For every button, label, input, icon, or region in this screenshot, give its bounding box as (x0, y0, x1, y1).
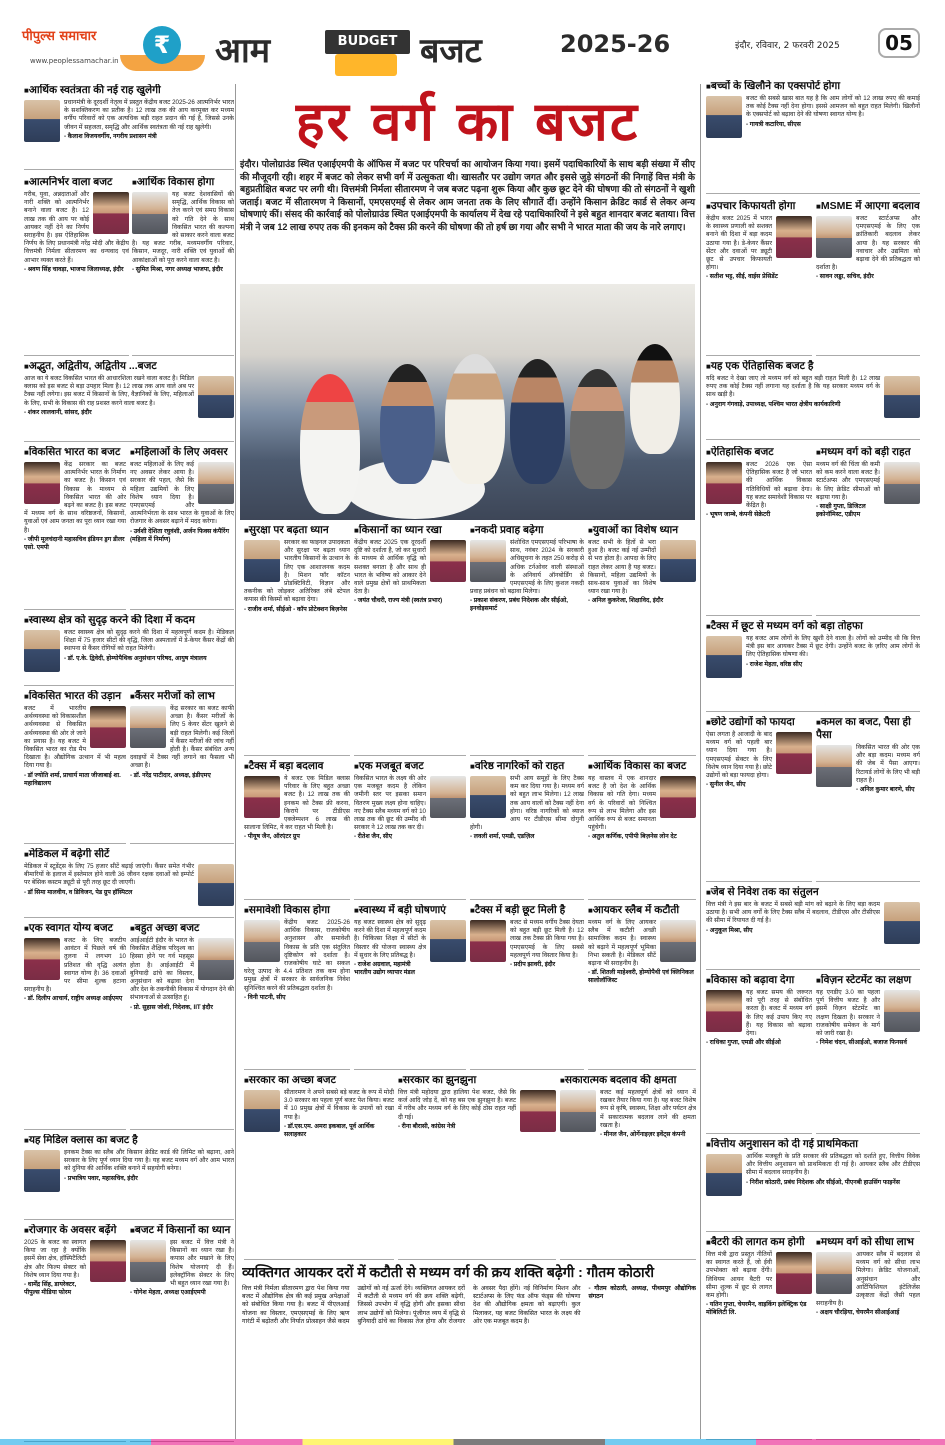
story-body: केंद्रीय बजट 2025 में भारत के स्वास्थ्य प्रणाली को सशक्त बनाने की दिशा में बड़ा कदम उठाया गया है। डे-केयर कैंसर सेंटर और दवाओं पर ड्यूटी छूट से उपचार किफायती होगा। (706, 215, 772, 272)
story-title: ■ MSME में आएगा बदलाव (816, 200, 920, 213)
column-rule (235, 84, 236, 1439)
header-aam: आम (215, 31, 271, 71)
group-photo (240, 284, 695, 520)
news-story (706, 1236, 812, 1440)
dateline: इंदौर, रविवार, 2 फरवरी 2025 (735, 41, 840, 51)
main-headline: हर वर्ग का बजट (295, 89, 640, 153)
news-story (706, 360, 920, 440)
news-story (354, 524, 466, 756)
story-body: वित्त मंत्री महोदया द्वारा हालिया पेश बजट, जैसे कि कर्ज आदि जोड़ दें, को यह बस एक झुनझुना है। बजट में गरीब और मध्यम वर्ग के लिए कोई ठोस राहत नहीं दी गई। (398, 1089, 516, 1121)
story-body: केंद्रीय बजट 2025 एक दूरदर्शी दृष्टि को दर्शाता है, जो कर सुधारों के माध्यम से आर्थिक वृद्धि को सशक्त बनाता है और साथ ही भारत के भविष्य को आकार देने वाले प्रमुख क्षेत्रों को प्राथमिकता देता है। (354, 539, 426, 596)
news-story (560, 1074, 696, 1260)
news-story (24, 1224, 126, 1442)
story-byline: - भूषण जाम्बे, कंपनी सेक्रेटरी (706, 511, 771, 519)
story-body: इस बजट में वित्त मंत्री ने किसानों का ध्यान रखा है। कपास और मखाने के लिए विशेष योजनाएं दी हैं। इलेक्ट्रॉनिक सेक्टर के लिए भी बहुत ध्यान रखा गया है। (170, 1239, 234, 1288)
column-rule (700, 84, 701, 1439)
story-title: ■ सरकार का झुनझुना (398, 1074, 556, 1087)
person-photo (660, 920, 696, 962)
person-photo (776, 732, 812, 774)
news-story (24, 848, 234, 918)
news-story (130, 690, 234, 844)
story-byline: - प्रकाश संकरण, प्रबंध निदेशक और सीईओ, इनवोइसमार्ट (470, 597, 568, 613)
person-photo (132, 192, 168, 234)
story-title: ■ वरिष्ठ नागरिकों को राहत (470, 760, 584, 773)
story-body: सीतारमण ने अपने सबसे बड़े बजट के रूप में मोदी 3.0 सरकार का पहला पूर्ण बजट पेश किया। बजट में 10 प्रमुख क्षेत्रों में विकास के उपायों को रखा गया है। (284, 1089, 394, 1121)
story-body: वित्त मंत्री द्वारा प्रस्तुत नीतियों का स्वागत करते हैं, जो ईवी उपभोक्ता को बढ़ावा देंगी। लिथियम आयन बैटरी पर सीमा शुल्क में छूट से लागत कम होगी। (706, 1251, 772, 1300)
story-byline: - साक्षी गुप्ता, डिजिटल इकोनॉमिस्ट, एडीएम (816, 503, 866, 519)
story-title: ■ विकास को बढ़ावा देगा (706, 974, 812, 987)
lead-paragraph: इंदौर। पोलोग्राउंड स्थित एआईएमपी के ऑफिस में बजट पर परिचर्चा का आयोजन किया गया। इसमें पदाधिकारियों के साथ बड़ी संख्या में सीए की मौजूदगी रही। शहर में बजट को लेकर सभी वर्ग में उत्सुकता थी। खासतौर पर उद्योग जगत और इससे जुड़े संगठनों की निगाहें वित्त मंत्री के बहुप्रतीक्षित बजट पर लगी थी। वित्तमंत्री निर्मला सीतारमण ने जब बजट पढ़ना शुरू किया और कुछ छूट देने की घोषणा की तो संगठनों ने खुशी जताई। बजट में सीतारमण ने किसानों, एमएसएमई से लेकर आम जनता तक के लिए सौगातें दीं। उन्होंने किसान क्रेडिट कार्ड से लेकर अन्य घोषणाएं कीं। संसद की कार्रवाई को पोलोग्राउंड स्थित एआईएमपी के कार्यालय में देख रहे पदाधिकारियों ने इसे बहुत शानदार बजट बताया। वित्त मंत्री ने जब 12 लाख रुपए तक की इनकम को टैक्स फ्री करने की घोषणा की तो हर्ष छा गया और सभी ने भारत माता की जय के नारे लगाए। (240, 159, 695, 232)
story-byline: - राजीव शर्मा, सीईओ - कॉप प्रोटेक्शन बिज़नेस (244, 605, 348, 613)
story-byline: - डॉ.एस.एम. अमरा इकबाल, पूर्व आर्थिक सलाहकार (284, 1122, 375, 1138)
news-story (24, 922, 126, 1130)
photo-person (510, 359, 565, 484)
story-title: ■ अद्भुत, अद्वितीय, अद्वितीय ...बजट (24, 360, 234, 373)
story-byline: - योगेश मेहता, अध्यक्ष एआईएमपी (130, 1289, 206, 1297)
story-body: ऐसा लगता है आजादी के बाद मध्यम वर्ग को पहली बार ध्यान दिया गया है। एमएसएमई सेक्टर के लिए विशेष ध्यान दिया गया है। छोटे उद्योगों को बड़ा फायदा होगा। (706, 731, 772, 780)
news-story (24, 84, 234, 170)
person-photo (93, 192, 129, 234)
person-photo (470, 540, 506, 582)
story-title: ■ एक स्वागत योग्य बजट (24, 922, 126, 935)
story-title: ■ समावेशी विकास होगा (244, 904, 350, 917)
story-body: यह बजट स्वास्थ्य क्षेत्र को सुदृढ़ करने की दिशा में महत्वपूर्ण कदम है। चिकित्सा शिक्षा में सीटों के विस्तार की योजना स्वास्थ्य क्षेत्र में सुधार के लिए प्रतिबद्ध है। (354, 919, 426, 959)
story-body: केंद्र सरकार का बजट आत्मनिर्भर भारत के निर्माण का बजट है। किसान एवं विकास के माध्यम से विकसित भारत की ओर बढ़ने का बजट है। इस बजट में मध्यम वर्ग के साथ वरिष्ठजनों, किसानों, युवाओं एवं आम जनता का पूरा ध्यान रखा गया है। (24, 461, 126, 534)
person-photo (430, 920, 466, 962)
story-byline: - पीयूष जैन, ऑरएंटर ग्रुप (244, 833, 300, 841)
story-body: मध्यम वर्ग के लिए आयकर स्लैब में कटौती अच्छी सामाजिक कदम है। स्वास्थ्य को बढ़ाने में महत्वपूर्ण भूमिका निभा सकती है। मेडिकल सीटें बढ़ाना भी सराहनीय है। (588, 919, 656, 968)
masthead (0, 0, 945, 78)
person-photo (660, 776, 696, 818)
story-body: यह वास्तव में एक शानदार बजट है जो देश के आर्थिक विकास को गति देगा। मध्यम वर्ग के परिवारों को निश्चित रूप से लाभ मिलेगा और इस आर्थिक रूप से बजट समानता पहुंचेगी। (588, 775, 656, 832)
story-title: ■ विकसित भारत की उड़ान (24, 690, 126, 703)
story-byline: - प्रदीप झावरी, इंदौर (510, 961, 556, 969)
person-photo (198, 938, 234, 980)
news-story (130, 922, 234, 1130)
news-story (816, 1236, 920, 1440)
person-photo (198, 864, 234, 906)
photo-person (445, 354, 505, 484)
story-byline: - शंकर लालवानी, सांसद, इंदौर (24, 408, 92, 416)
story-title: ■ आत्मनिर्भर वाला बजट (24, 176, 129, 189)
quote-story (242, 1263, 696, 1445)
budget-tag: BUDGET (325, 30, 410, 54)
story-title: ■ सुरक्षा पर बढ़ता ध्यान (244, 524, 350, 537)
person-photo (90, 1240, 126, 1282)
person-photo (816, 745, 852, 787)
story-title: ■ एक मजबूत बजट (354, 760, 466, 773)
story-body: बजट में भारतीय अर्थव्यवस्था को विकासशील अर्थव्यवस्था से विकसित अर्थव्यवस्था की ओर ले जाने का प्रयास है। यह बजट मे विकसित भारत का रोड मैप दिखाता है। औद्योगिक उत्थान में भी महत्व दिया गया है। (24, 705, 126, 770)
photo-person (570, 369, 625, 489)
story-body: आयकर स्लैब में बदलाव से मध्यम वर्ग को सीधा लाभ मिलेगा। क्रेडिट योजनाओं, अनुसंधान और आर्टिफिशियल इंटेलिजेंस उत्कृष्टता केंद्रों जैसी पहल सराहनीय है। (816, 1251, 920, 1308)
person-photo (520, 1090, 556, 1132)
story-body: बजट से मध्यम वर्गीय टैक्स देयता को बहुत बड़ी छूट मिली है। 12 लाख तक टैक्स फ्री किया गया है। एमएसएमई के लिए सबसे महत्वपूर्ण नया विस्तार किया है। (510, 919, 584, 959)
story-title: ■ विज़न स्टेटमेंट का लक्षण (816, 974, 920, 987)
story-body: मध्यम वर्ग की चिंता की कमी को कम करने वाला बजट है। स्टार्टअप्स और एमएसएमई के लिए क्रेडिट सीमाओं को बढ़ाया गया है। (816, 461, 880, 501)
story-byline: - निरीश कोठारी, प्रबंध निदेशक और सीईओ, पीएनबी हाउसिंग फाइनेंस (746, 1178, 900, 1186)
person-photo (884, 462, 920, 504)
person-photo (470, 920, 506, 962)
person-photo (816, 216, 852, 258)
story-byline: - राजेश मेहता, वरिष्ठ सीए (746, 660, 803, 668)
story-body: आर्थिक मजबूती के प्रति सरकार की प्रतिबद्धता को दर्शाते हुए, वित्तीय विवेक और वित्तीय अनुशासन को प्राथमिकता दी गई है। आयकर स्लैब और टीडीएस सीमा में बदलाव सराहनीय है। (746, 1153, 920, 1177)
person-photo (816, 1252, 852, 1294)
story-byline: - प्रभात्रिय पवार, महासचिव, इंदौर (64, 1174, 138, 1182)
news-story (244, 760, 350, 900)
person-photo (884, 376, 920, 418)
news-story (24, 176, 129, 356)
story-body: संशोधित एमएसएमई परिभाषा के साथ, नवंबर 2024 के सरकारी अधिसूचना के तहत 250 करोड़ से अधिक टर्नओवर वाली संस्थाओं के अनिवार्य ऑनबोर्डिंग से एमएसएमई के लिए कुशल नकदी प्रवाह प्रबंधन को बढ़ावा मिलेगा। (470, 539, 584, 596)
story-title: ■ बैटरी की लागत कम होगी (706, 1236, 812, 1249)
news-story (706, 200, 812, 356)
person-photo (244, 920, 280, 962)
story-body: केंद्रीय बजट 2025-26 आर्थिक विकास, राजकोषीय अनुशासन और समावेशी विकास के प्रति एक संतुलित दृष्टिकोण को दर्शाता है। राजकोषीय घाटे का सकल घरेलू उत्पाद के 4.4 प्रतिशत तक कम होना प्रमुख क्षेत्रों में सरकार के सार्वजनिक निवेश सुनिश्चित करने की प्रतिबद्धता दर्शाता है। (244, 919, 350, 992)
print-colorbar (0, 1439, 945, 1445)
news-story (706, 716, 812, 882)
story-byline: - धार्मेंद्र सिंह, डायरेक्टर, पीपुल्स मीडिया फोरम (24, 1281, 77, 1297)
news-story (130, 446, 234, 610)
person-photo (24, 100, 60, 142)
story-title: ■ टैक्स में बड़ी छूट मिली है (470, 904, 584, 917)
story-byline: - डॉ. शितली माहेश्वरी, होम्योपैथी एवं क्लिनिकल सालोलॉजिस्ट (588, 969, 694, 985)
story-title: ■ कमल का बजट, पैसा ही पैसा (816, 716, 920, 742)
person-photo (884, 902, 920, 944)
story-body: बजट कई महत्वपूर्ण क्षेत्रों को ध्यान में रखकर तैयार किया गया है। यह बजट विशेष रूप से कृषि, स्वास्थ्य, शिक्षा और पर्यटन क्षेत्र में सकारात्मक बदलाव लाने की क्षमता रखता है। (600, 1089, 696, 1129)
story-byline: - यतिन गुप्ता, चेयरमैन, वाइकिंग इलेक्ट्रिक एंड मोबिलिटी लि. (706, 1301, 807, 1317)
story-title: ■ युवाओं का विशेष ध्यान (588, 524, 696, 537)
briefcase-icon (335, 54, 397, 76)
photo-person (380, 364, 435, 484)
story-title: ■ मध्यम वर्ग को सीधा लाभ (816, 1236, 920, 1249)
story-byline: - विनी पाटनी, सीए (244, 993, 286, 1001)
story-body: बजट सभी के हितों से भरा हुआ है। बजट कई नई उम्मीदों से भरा होता है। आपदा के लिए राहत लेकर आया है यह बजट। किसानों, महिला उद्यमियों के साथ-साथ युवाओं का विशेष ध्यान रखा गया है। (588, 539, 656, 596)
news-story (130, 1224, 234, 1442)
story-byline: - कैलाश विजयवर्गीय, नगरीय प्रशासन मंत्री (64, 132, 157, 140)
story-title: ■ आर्थिक विकास होगा (132, 176, 234, 189)
news-story (706, 80, 920, 194)
story-body: आज का ये बजट विकसित भारत की आधारशिला रखने वाला बजट है। मिडिल क्लास को इस बजट से बड़ा उपहार मिला है। 12 लाख तक आय वाले अब पर टैक्स नहीं लगेगा। इस बजट में किसानों के लिए, वैज्ञानिकों के लिए, महिलाओं के लिए, सभी के विकास की राह प्रशस्त करने वाला बजट है। (24, 375, 194, 407)
story-title: ■ आयकर स्लैब में कटौती (588, 904, 696, 917)
story-body: बजट महिलाओं के लिए कई नए अवसर लेकर आया है। सरकार की पहल, जैसे कि महिला उद्यमियों के लिए विशेष ध्यान दिया है। एमएसएमई और आत्मनिर्भरता के साथ भारत के युवाओं के लिए रोजगार के अवसर बढ़ाने में मदद करेगा। (130, 461, 234, 526)
story-body: इनकम टैक्स का स्लैब और किसान क्रेडिट कार्ड की लिमिट को बढ़ाना, आने सरकार के लिए पूर्ण ध्यान दिया गया है। यह बजट मध्यम वर्ग और आम भारत को दुनिया की आर्थिक शक्ति बनाने में सहयोगी बनेगा। (64, 1149, 234, 1173)
person-photo (430, 540, 466, 582)
story-byline: - अनुराग गंगवाड़े, उपाध्यक्ष, पश्चिम भारत क्षेत्रीय कार्यकारिणी (706, 400, 841, 408)
story-byline: - डॉ सिमा मालवीय, व डिविजन, पेड ग्रुप हॉस्पिटल (24, 888, 133, 896)
story-body: यह बजट आम लोगों के लिए खुशी देने वाला है। लोगों को उम्मीद थी कि वित्त मंत्री इस बार आयकर टैक्स में छूट देगी। उन्होंने बजट के ज़रिए आम लोगों के लिए ऐतिहासिक घोषणा की। (746, 635, 920, 659)
story-byline: - सुनील जैन, सीए (706, 781, 746, 789)
person-photo (706, 636, 742, 678)
news-story (588, 524, 696, 756)
story-title: ■ मेडिकल में बढ़ेगी सीटें (24, 848, 234, 861)
story-body: बजट स्टार्टअप्स और एमएसएमई के लिए एक क्रांतिकारी बदलाव लेकर आया है। यह सरकार की नवाचार और उद्यमिता को बढ़ावा देने की प्रतिबद्धता को दर्शाता है। (816, 215, 920, 272)
story-title: ■ मध्यम वर्ग को बड़ी राहत (816, 446, 920, 459)
news-story (470, 760, 584, 900)
story-title: ■ आर्थिक विकास का बजट (588, 760, 696, 773)
news-story (24, 360, 234, 442)
story-body: प्रधानमंत्री के दूरदर्शी नेतृत्व में प्रस्तुत केंद्रीय बजट 2025-26 आत्मनिर्भर भारत के सशक्तिकरण का प्रतीक है। 12 लाख तक की आय करमुक्त कर मध्यम वर्गीय परिवारों को एक अत्यधिक बड़ी राहत प्रदान की गई है, जिससे उनके जीवन में सहजता, समृद्धि और आर्थिक स्वतंत्रता की नई राह खुलेगी। (64, 99, 234, 131)
story-title: ■ सरकार का अच्छा बजट (244, 1074, 394, 1087)
story-byline: - रीतेश जैन, सीए (354, 833, 393, 841)
news-story (588, 760, 696, 900)
news-story (24, 614, 234, 686)
story-body: विकसित भारत के लक्ष्य की ओर एक मजबूत कदम है लेकिन जमीनी स्तर पर इसका समान वितरण मुख्य लक्ष्य होना चाहिए। नए टैक्स स्लैब मध्यम वर्ग को 10 लाख तक की छूट की उम्मीद थी सरकार ने 12 लाख तक कर दी। (354, 775, 426, 832)
story-byline: - गायत्री कटारिया, सीएस (746, 120, 801, 128)
story-body: बजट के लिए बजटीय आवंटन में पिछले वर्ष की तुलना में लगभग 10 प्रतिशत की वृद्धि अत्यंत स्वागत योग्य है। 36 दवाओं पर सीमा शुल्क हटाना सराहनीय है। (24, 937, 126, 994)
story-body: मेडिकल में स्टूडेंट्स के लिए 75 हजार सीटें बढ़ाई जाएंगी। कैंसर समेत गंभीर बीमारियों के इलाज में इस्तेमाल होने वाली 36 जीवन रक्षक दवाओं को इम्पोर्ट पर बेसिक कस्टम ड्यूटी से पूरी तरह छूट दी जाएगी। (24, 863, 194, 887)
news-story (244, 524, 350, 756)
story-byline: - प्रो. सुहास जोशी, निदेशक, IIT इंदौर (130, 1003, 213, 1011)
person-photo (560, 1090, 596, 1132)
story-title: ■ महिलाओं के लिए अवसर (130, 446, 234, 459)
photo-person (300, 374, 360, 514)
story-body: ये बजट एक मिडिल क्लास परिवार के लिए बहुत अच्छा बजट है। 12 लाख तक की इनकम को टैक्स फ्री करना, किराये पर टीडीएस एक्जेम्पशन 6 लाख की सालाना लिमिट, ये कर राहत भी मिली है। (244, 775, 350, 832)
story-title: ■ विकसित भारत का बजट (24, 446, 126, 459)
story-body: यह बजट देशवासियों की समृद्धि, आर्थिक विकास को तेज करने एवं समग्र विकास को गति देने के साथ विकसित भारत की कल्पना को साकार करने वाला बजट है। यह बजट गरीब, मध्यमवर्गीय परिवार, किसान, मजदूर, नारी शक्ति एवं युवाओं की आकांक्षाओं को पूरा करने वाला बजट है। (132, 191, 234, 264)
story-byline: - डॉ. दिलीप आचार्य, राष्ट्रीय अध्यक्ष आईएमए (24, 995, 123, 1003)
story-byline: - राजेश अग्रवाल, महामंत्री भारतीय उद्योग व्यापार मंडल (354, 961, 415, 977)
news-story (706, 974, 812, 1134)
story-byline: - लवली शर्मा, एमडी, एडज़िल (470, 833, 535, 841)
person-photo (776, 1252, 812, 1294)
story-title: ■ किसानों का ध्यान रखा (354, 524, 466, 537)
person-photo (244, 776, 280, 818)
person-photo (24, 630, 60, 672)
brand-url: www.peoplessamachar.in (30, 57, 119, 65)
news-story (24, 690, 126, 844)
story-byline: - डॉ. ए.के. द्विवेदी, होम्योपैथिक अनुसंधान परिषद, आयुष मंत्रालय (64, 654, 207, 662)
story-byline: - अनिल कुकरेजा, शिक्षाविद, इंदौर (588, 597, 664, 605)
rupee-icon: ₹ (143, 26, 181, 64)
story-byline: - निमेश चंदन, सीआईओ, बजाज फिनसर्व (816, 1039, 907, 1047)
story-body: बजट की सबसे खास बात यह है कि आम लोगों को 12 लाख रुपए की कमाई तक कोई टैक्स नहीं देना होगा। इससे आमजन को बहुत राहत मिलेगी। खिलौनों के एक्सपोर्ट को बढ़ावा देने की घोषणा स्वागत योग्य है। (746, 95, 920, 119)
story-title: ■ नकदी प्रवाह बढ़ेगा (470, 524, 584, 537)
story-byline: - सुमित मिश्रा, नगर अध्यक्ष भाजपा, इंदौर (132, 265, 223, 273)
story-title: ■ वित्तीय अनुशासन को दी गई प्राथमिकता (706, 1138, 920, 1151)
story-title: ■ बच्चों के खिलौने का एक्सपोर्ट होगा (706, 80, 920, 93)
person-photo (706, 462, 742, 504)
story-body: 2025 के बजट का स्वागत किया जा रहा है क्योंकि इसमें सेवा क्षेत्र, हॉस्पिटैलिटी क्षेत्र और फिल्म सेक्टर को विशेष ध्यान दिया गया है। (24, 1239, 86, 1279)
person-photo (90, 706, 126, 748)
person-photo (244, 1090, 280, 1132)
news-story (244, 1074, 394, 1260)
news-story (816, 716, 920, 882)
story-byline: - उर्वशी देशिता रघुवंशी, अर्जन फिक्स कंपैरिंग (महिला में निर्माण) (130, 527, 229, 543)
news-story (398, 1074, 556, 1260)
story-byline: - सतीश भट्ट, सीई, वाईस प्रेसिडेंट (706, 273, 778, 281)
news-story (132, 176, 234, 356)
quote-title: व्यक्तिगत आयकर दरों में कटौती से मध्यम वर्ग की क्रय शक्ति बढ़ेगी : गौतम कोठारी (242, 1264, 654, 1280)
news-story (24, 446, 126, 610)
story-title: ■ टैक्स में छूट से मध्यम वर्ग को बड़ा तोहफा (706, 620, 920, 633)
story-byline: - रीना बौरासी, कांग्रेस नेत्री (398, 1122, 456, 1130)
person-photo (24, 938, 60, 980)
story-body: वित्त मंत्री ने इस बार के बजट में सबसे बड़ी मांग को बढ़ाने के लिए बड़ा कदम उठाया है। सभी आय वर्गों के लिए टैक्स स्लैब में बदलाव, टीडीएस और टीसीएस की सीमा में रियायत दी गई है। (706, 901, 880, 925)
story-byline: - मीनल जैन, ओर्गेनाइज़र इवेंट्स कंपनी (600, 1131, 686, 1139)
story-body: बजट स्वास्थ्य क्षेत्र को सुदृढ़ करने की दिशा में महत्वपूर्ण कदम है। मेडिकल शिक्षा में 75 हजार सीटों की वृद्धि, जिला अस्पतालों में डे-केयर कैंसर केंद्रों की स्थापना से कैंसर रोगियों को राहत मिलेगी। (64, 629, 234, 653)
story-title: ■ सकारात्मक बदलाव की क्षमता (560, 1074, 696, 1087)
news-story (244, 904, 350, 1070)
person-photo (884, 990, 920, 1032)
story-title: ■ स्वास्थ्य क्षेत्र को सुदृढ़ करने की दिशा में कदम (24, 614, 234, 627)
person-photo (198, 376, 234, 418)
story-body: सभी आय समूहों के लिए टैक्स कम कर दिया गया है। मध्यम वर्ग को बहुत लाभ मिलेगा। 12 लाख तक आय वालों को टैक्स नहीं देना होगा। वरिष्ठ नागरिकों को ब्याज आय पर टीडीएस सीमा दोगुनी होगी। (470, 775, 584, 832)
person-photo (470, 776, 506, 818)
story-title: ■ रोजगार के अवसर बढ़ेंगे (24, 1224, 126, 1237)
photo-person (630, 344, 680, 454)
story-body: केंद्र सरकार का बजट काफी अच्छा है। कैंसर मरीजों के लिए 5 केयर सेंटर खुलने से बड़ी राहत मिलेगी। कई जिलों में कैंसर मरीजों की जांच नहीं होती है। कैंसर संबंधित अन्य दवाइयों में टैक्स नहीं लगाने का फैसला भी अच्छा है। (130, 705, 234, 770)
story-title: ■ उपचार किफायती होगा (706, 200, 812, 213)
news-story (706, 1138, 920, 1232)
news-story (816, 974, 920, 1134)
story-title: ■ बहुत अच्छा बजट (130, 922, 234, 935)
person-photo (130, 706, 166, 748)
story-title: ■ जेब से निवेश तक का संतुलन (706, 886, 920, 899)
story-byline: - अक्षय चौरड़िया, चेयरमैन सीआईआई (816, 1309, 900, 1317)
quote-body: वित्त मंत्री निर्मला सीतारमण द्वारा पेश किया गया बजट में औद्योगिक क्षेत्र की कई प्रमुख अपेक्षाओं को संबोधित किया गया है। बजट में पीएलआई योजना का विस्तार, एमएसएमई के लिए ऋण गारंटी में बढ़ोतरी और निर्यात प्रोत्साहन जैसे कदम उद्योगों को नई ऊर्जा देंगे। व्यक्तिगत आयकर दरों में कटौती से मध्यम वर्ग की क्रय शक्ति बढ़ेगी, जिससे उपभोग में वृद्धि होगी और इसका सीधा लाभ उद्योगों को मिलेगा। पूंजीगत व्यय में वृद्धि से बुनियादी ढांचे का विकास तेज होगा और रोजगार के अवसर पैदा होंगे। नई विनिर्माण मिशन और स्टार्टअप्स के लिए फंड ऑफ फंड्स की घोषणा देश की औद्योगिक क्षमता को बढ़ाएगी। कुल मिलाकर, यह बजट विकसित भारत के लक्ष्य की ओर एक मजबूत कदम है। (242, 1285, 581, 1325)
story-title: ■ टैक्स में बड़ा बदलाव (244, 760, 350, 773)
header-year: 2025-26 (560, 30, 671, 58)
story-byline: - अतुल कर्णिक, एपीपी बिज़नेस लोन देट (588, 833, 677, 841)
story-body: आईआईटी इंदौर के भारत के विकसित शैक्षिक परिदृश्य का हिस्सा होने पर गर्व महसूस होता है। आईआईटी में बुनियादी ढांचे का विस्तार, अनुसंधान को बढ़ावा देना और देश के तकनीकी विकास में योगदान देने की संभावनाओं से उत्साहित हूं। (130, 937, 234, 1002)
person-photo (706, 990, 742, 1032)
story-title: ■ यह मिडिल क्लास का बजट है (24, 1134, 234, 1147)
story-byline: - अनिल कुमार बारणे, सीए (856, 786, 915, 794)
news-story (354, 904, 466, 1070)
story-body: यदि बजट ने देखा जाए तो मध्यम वर्ग को बहुत बड़ी राहत मिली है। 12 लाख रुपए तक कोई टैक्स नहीं लगाना यह दर्शाता है कि यह सरकार मध्यम वर्ग के साथ खड़ी है। (706, 375, 880, 399)
story-body: यह बजट समय की जरूरत को पूरी तरह से संबोधित करता है। बजट में मध्यम वर्ग के लिए कई उपाय किए गए हैं। यह विकास को बढ़ावा देगा। (746, 989, 812, 1038)
story-byline: - जीपी मूलचंदानी महासचिव इंडियन ड्रग डीलर एसो. एमपी (24, 535, 125, 551)
story-title: ■ कैंसर मरीजों को लाभ (130, 690, 234, 703)
person-photo (660, 540, 696, 582)
person-photo (706, 96, 742, 138)
story-body: विकसित भारत की ओर एक और बड़ा कदम। मध्यम वर्ग की जेब में पैसा आएगा। रिटायर्ड लोगों के लिए भी बड़ी राहत है। (856, 744, 920, 784)
news-story (588, 904, 696, 1070)
story-body: बजट 2026 एक ऐसा ऐतिहासिक बजट है जो भारत की आर्थिक विकास गतिविधियों को बढ़ावा देगा। यह बजट समावेशी विकास पर केंद्रित है। (746, 461, 812, 510)
story-title: ■ स्वास्थ्य में बड़ी घोषणाएं (354, 904, 466, 917)
person-photo (776, 216, 812, 258)
story-byline: - श्रवण सिंह चावड़ा, भाजपा जिलाध्यक्ष, इंदौर (24, 265, 124, 273)
story-body: गरीब, युवा, अन्नदाताओं और नारी शक्ति को आत्मनिर्भर बनाने वाला बजट है। 12 लाख तक की आय पर कोई आयकर नहीं देने का निर्णय सराहनीय है। इस ऐतिहासिक निर्णय के लिए प्रधानमंत्री नरेंद्र मोदी और केंद्रीय वित्तमंत्री निर्मला सीतारमण का धन्यवाद एवं आभार व्यक्त करते हैं। (24, 191, 129, 264)
person-photo (24, 1150, 60, 1192)
person-photo (130, 1240, 166, 1282)
brand-logo: पीपुल्स समाचार (22, 29, 97, 44)
story-title: ■ बजट में किसानों का ध्यान (130, 1224, 234, 1237)
story-byline: - जयंत चौधरी, राज्य मंत्री (स्वतंत्र प्रभार) (354, 597, 443, 605)
story-byline: - डॉ ज्योति शर्मा, प्राचार्य माता जीजाबाई शा. महाविद्यालय (24, 771, 121, 787)
person-photo (198, 462, 234, 504)
person-photo (706, 1154, 742, 1196)
news-story (706, 620, 920, 712)
story-body: यह एनडीए 3.0 का पहला पूर्ण वित्तीय बजट है और इसमें विज़न स्टेटमेंट का लक्षण दिखता है। सरकार ने राजकोषीय समेकन के मार्ग को जारी रखा है। (816, 989, 880, 1038)
news-story (24, 1134, 234, 1220)
quote-byline: - गौतम कोठारी, अध्यक्ष, पीथमपुर औद्योगिक संगठन (588, 1285, 696, 1301)
person-photo (244, 540, 280, 582)
person-photo (430, 776, 466, 818)
story-title: ■ ऐतिहासिक बजट (706, 446, 812, 459)
story-title: ■ आर्थिक स्वतंत्रता की नई राह खुलेगी (24, 84, 234, 97)
story-byline: - अनुकूल मिश्रा, सीए (706, 926, 753, 934)
news-story (706, 886, 920, 970)
story-byline: - डॉ. नरेंद्र पाटीदार, अध्यक्ष, इंडीएमए (130, 771, 211, 779)
story-title: ■ यह एक ऐतिहासिक बजट है (706, 360, 920, 373)
story-byline: - राधिका गुप्ता, एमडी और सीईओ (706, 1039, 781, 1047)
page-number: 05 (878, 28, 920, 58)
header-bajat: बजट (420, 31, 482, 71)
news-story (816, 446, 920, 616)
story-title: ■ छोटे उद्योगों को फायदा (706, 716, 812, 729)
news-story (354, 760, 466, 900)
news-story (470, 904, 584, 1070)
news-story (816, 200, 920, 356)
story-body: सरकार का फाइनल उपादकता और सुरक्षा पर बढ़ता ध्यान भारतीय किसानों के उत्थान के लिए एक आशाजनक कदम है। मिशन फॉर कॉटन प्रोडक्टिविटी, विज्ञान और तकनीक को जोड़कर अतिरिक्त लंबे स्टेपल कपास की किस्मों को बढ़ावा देगा। (244, 539, 350, 604)
news-story (470, 524, 584, 756)
story-byline: - सावन लड्ढा, सचिव, इंदौर (816, 273, 874, 281)
person-photo (24, 462, 60, 504)
news-story (706, 446, 812, 616)
